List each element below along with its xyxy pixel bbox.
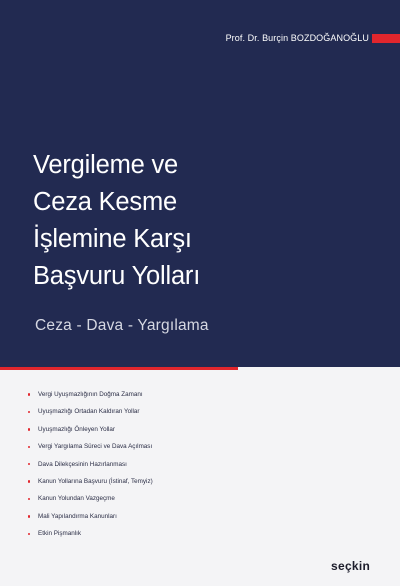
title-line: Ceza Kesme — [33, 188, 177, 216]
topic-label: Uyuşmazlığı Ortadan Kaldıran Yollar — [38, 408, 140, 416]
topic-item — [28, 408, 153, 425]
topic-label: Uyuşmazlığı Önleyen Yollar — [38, 425, 116, 433]
author-name: Prof. Dr. Burçin BOZDOĞANOĞLU — [225, 33, 369, 43]
topic-label: Dava Dilekçesinin Hazırlanması — [38, 460, 127, 468]
bullet-icon — [28, 463, 30, 465]
topic-item — [28, 391, 153, 408]
bullet-icon — [28, 411, 30, 413]
bullet-icon — [28, 428, 30, 430]
bullet-icon — [28, 533, 30, 535]
title-line: Vergileme ve — [33, 151, 179, 179]
topic-item — [28, 426, 153, 443]
topic-item — [28, 495, 153, 512]
topic-label: Etkin Pişmanlık — [38, 530, 82, 538]
topic-list — [28, 391, 153, 548]
bullet-icon — [28, 480, 30, 482]
bullet-icon — [28, 515, 30, 517]
book-title — [33, 147, 200, 295]
topic-label: Vergi Uyuşmazlığının Doğma Zamanı — [38, 391, 143, 398]
topic-item — [28, 443, 153, 460]
topic-item — [28, 461, 153, 478]
topic-item — [28, 530, 153, 547]
topic-item — [28, 478, 153, 495]
topic-label: Kanun Yolundan Vazgeçme — [38, 495, 115, 503]
bullet-icon — [28, 498, 30, 500]
red-divider — [0, 367, 238, 370]
topic-label: Mali Yapılandırma Kanunları — [38, 512, 117, 520]
publisher-logo: seçkin — [331, 559, 371, 573]
topic-label: Vergi Yargılama Süreci ve Dava Açılması — [38, 443, 153, 451]
author-accent-bar — [372, 34, 400, 43]
topic-item — [28, 513, 153, 530]
bullet-icon — [28, 446, 30, 448]
book-subtitle: Ceza - Dava - Yargılama — [35, 317, 209, 334]
title-line: İşlemine Karşı — [33, 225, 192, 253]
bullet-icon — [28, 393, 30, 395]
title-line: Başvuru Yolları — [33, 262, 201, 290]
topic-label: Kanun Yollarına Başvuru (İstinaf, Temyiz) — [38, 477, 153, 485]
